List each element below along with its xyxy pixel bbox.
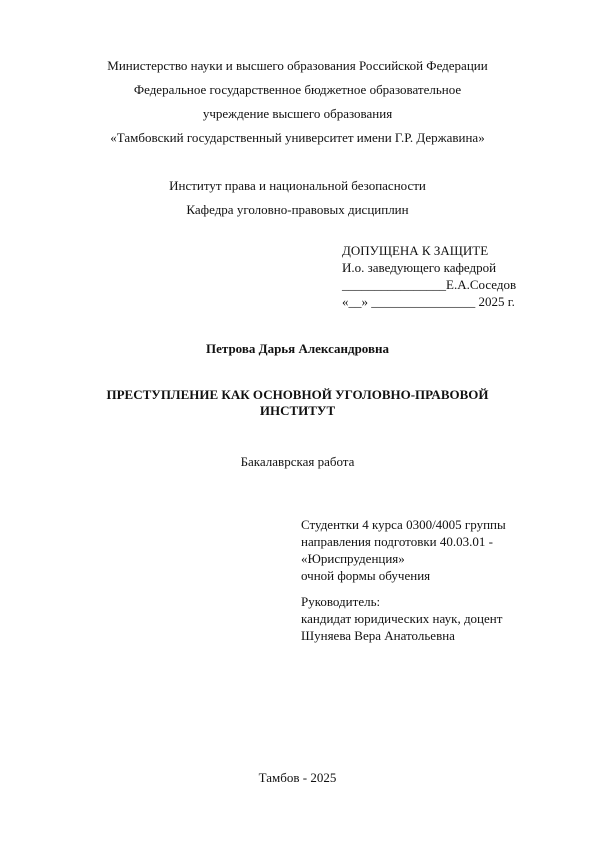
institute-name: Институт права и национальной безопасности [169, 178, 426, 193]
author-name: Петрова Дарья Александровна [206, 341, 389, 356]
supervisor-info [301, 593, 502, 644]
supervisor-label: Руководитель: [301, 594, 381, 609]
thesis-title [0, 387, 595, 419]
supervisor-degree: кандидат юридических наук, доцент [301, 611, 503, 626]
student-info-line-4: очной формы обучения [301, 568, 431, 583]
student-info-line-2: направления подготовки 40.03.01 - [301, 534, 493, 549]
student-info [301, 516, 506, 584]
approval-block [342, 242, 516, 310]
institution-line-2: учреждение высшего образования [202, 106, 393, 121]
work-type: Бакалаврская работа [240, 454, 355, 469]
thesis-title-line-1: ПРЕСТУПЛЕНИЕ КАК ОСНОВНОЙ УГОЛОВНО-ПРАВОВОЙ [106, 387, 489, 402]
supervisor-name: Шуняева Вера Анатольевна [301, 628, 455, 643]
student-info-line-1: Студентки 4 курса 0300/4005 группы [301, 517, 506, 532]
approval-signature-line: ________________Е.А.Соседов [342, 277, 517, 292]
chair-name: Кафедра уголовно-правовых дисциплин [186, 202, 409, 217]
city-year: Тамбов - 2025 [258, 770, 337, 785]
approval-date-line: «__» ________________ 2025 г. [342, 294, 515, 309]
ministry-line: Министерство науки и высшего образования Российской Федерации [107, 58, 488, 73]
thesis-title-line-2: ИНСТИТУТ [259, 403, 336, 418]
approval-role: И.о. заведующего кафедрой [342, 260, 497, 275]
approval-heading: ДОПУЩЕНА К ЗАЩИТЕ [342, 243, 489, 258]
student-info-line-3: «Юриспруденция» [301, 551, 405, 566]
institution-line-1: Федеральное государственное бюджетное образовательное [133, 82, 462, 97]
university-name: «Тамбовский государственный университет имени Г.Р. Державина» [110, 130, 485, 145]
